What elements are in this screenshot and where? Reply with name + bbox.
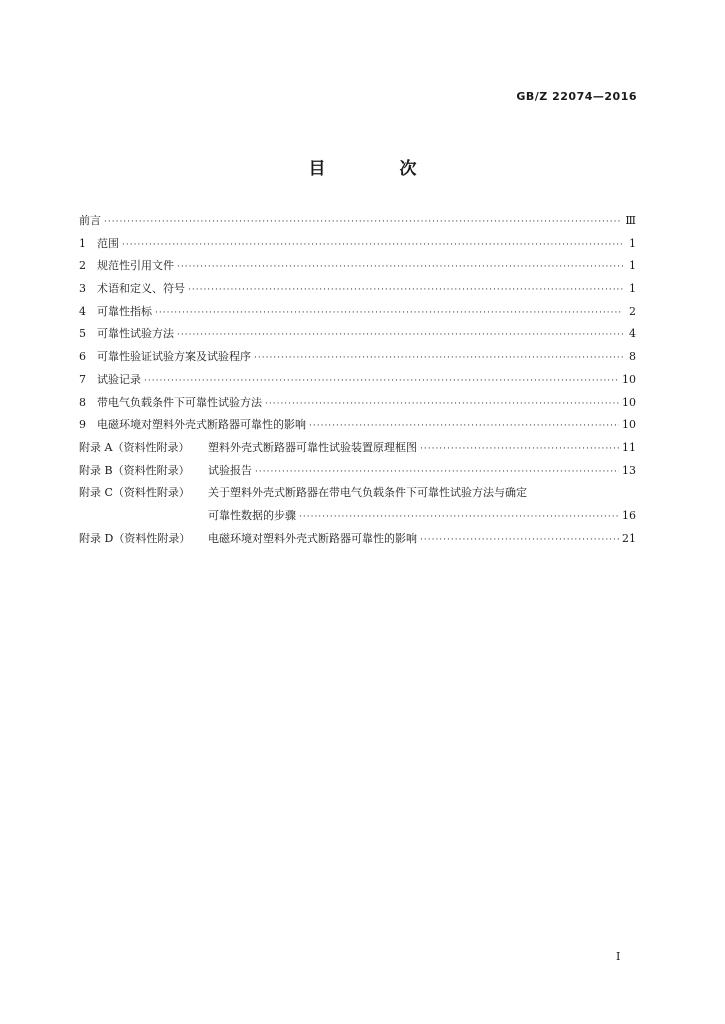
page-title: 目 次 — [308, 159, 451, 179]
page-number: I — [616, 950, 621, 963]
appendix-code: 附录 D（资料性附录） — [79, 531, 191, 545]
toc-entry-page: 4 — [629, 327, 636, 341]
toc-entry-number: 8 — [79, 395, 86, 409]
dot-leader — [299, 512, 619, 522]
appendix-code: 附录 A（资料性附录） — [79, 440, 190, 454]
table-of-contents — [79, 212, 636, 552]
dot-leader — [177, 330, 623, 340]
dot-leader — [420, 444, 619, 454]
dot-leader — [177, 262, 623, 272]
toc-entry-page: 1 — [629, 282, 636, 296]
standard-code: GB/Z 22074—2016 — [516, 90, 637, 103]
toc-entry-page: 1 — [629, 259, 636, 273]
toc-entry[interactable] — [79, 257, 636, 280]
appendix-label: 塑料外壳式断路器可靠性试验装置原理框图 — [208, 440, 417, 454]
appendix-label: 电磁环境对塑料外壳式断路器可靠性的影响 — [208, 531, 417, 545]
toc-entry-number: 6 — [79, 350, 86, 364]
appendix-entry[interactable] — [79, 462, 636, 485]
toc-entry-label: 可靠性试验方法 — [97, 327, 174, 341]
toc-entry[interactable] — [79, 348, 636, 371]
toc-entry-page: Ⅲ — [625, 214, 636, 227]
toc-entry[interactable] — [79, 303, 636, 326]
appendix-page: 13 — [622, 463, 636, 477]
dot-leader — [255, 467, 619, 477]
toc-entry-label: 带电气负载条件下可靠性试验方法 — [97, 395, 262, 409]
appendix-entry[interactable] — [79, 530, 636, 553]
toc-entry-label: 电磁环境对塑料外壳式断路器可靠性的影响 — [97, 418, 306, 432]
appendix-entry[interactable] — [79, 439, 636, 462]
dot-leader — [155, 308, 623, 318]
appendix-code: 附录 B（资料性附录） — [79, 463, 190, 477]
toc-entry[interactable] — [79, 394, 636, 417]
toc-entry-label: 前言 — [79, 214, 101, 227]
toc-entry-label: 可靠性指标 — [97, 304, 152, 318]
appendix-label: 关于塑料外壳式断路器在带电气负载条件下可靠性试验方法与确定 — [208, 486, 527, 500]
toc-entry-label: 范围 — [97, 236, 119, 250]
toc-entry-number: 7 — [79, 372, 86, 386]
appendix-entry[interactable] — [79, 484, 636, 507]
toc-entry[interactable] — [79, 371, 636, 394]
appendix-label: 试验报告 — [208, 463, 252, 477]
toc-entry-label: 术语和定义、符号 — [97, 282, 185, 296]
dot-leader — [309, 421, 619, 431]
toc-entry-label: 可靠性验证试验方案及试验程序 — [97, 350, 251, 364]
toc-entry-number: 1 — [79, 236, 86, 250]
toc-entry[interactable] — [79, 212, 636, 235]
appendix-code: 附录 C（资料性附录） — [79, 486, 190, 500]
toc-entry-label: 试验记录 — [97, 372, 141, 386]
appendix-page: 16 — [622, 508, 636, 522]
toc-entry-page: 2 — [629, 304, 636, 318]
toc-entry[interactable] — [79, 235, 636, 258]
toc-entry-page: 1 — [629, 236, 636, 250]
toc-entry-page: 10 — [622, 395, 636, 409]
dot-leader — [254, 353, 623, 363]
dot-leader — [122, 240, 623, 250]
toc-entry-number: 3 — [79, 282, 86, 296]
dot-leader — [420, 535, 619, 545]
toc-entry-page: 10 — [622, 372, 636, 386]
toc-entry[interactable] — [79, 280, 636, 303]
dot-leader — [188, 285, 623, 295]
toc-entry-number: 4 — [79, 304, 86, 318]
toc-entry-number: 9 — [79, 418, 86, 432]
toc-entry-page: 10 — [622, 418, 636, 432]
toc-entry[interactable] — [79, 325, 636, 348]
dot-leader — [265, 399, 619, 409]
toc-entry-label: 规范性引用文件 — [97, 259, 174, 273]
appendix-label-continued: 可靠性数据的步骤 — [208, 508, 296, 522]
dot-leader — [144, 376, 619, 386]
appendix-page: 11 — [622, 440, 636, 454]
dot-leader — [104, 217, 622, 227]
toc-entry[interactable] — [79, 416, 636, 439]
appendix-page: 21 — [622, 531, 636, 545]
toc-entry-page: 8 — [629, 350, 636, 364]
toc-entry-number: 5 — [79, 327, 86, 341]
toc-entry-number: 2 — [79, 259, 86, 273]
appendix-entry-continued[interactable] — [79, 507, 636, 530]
